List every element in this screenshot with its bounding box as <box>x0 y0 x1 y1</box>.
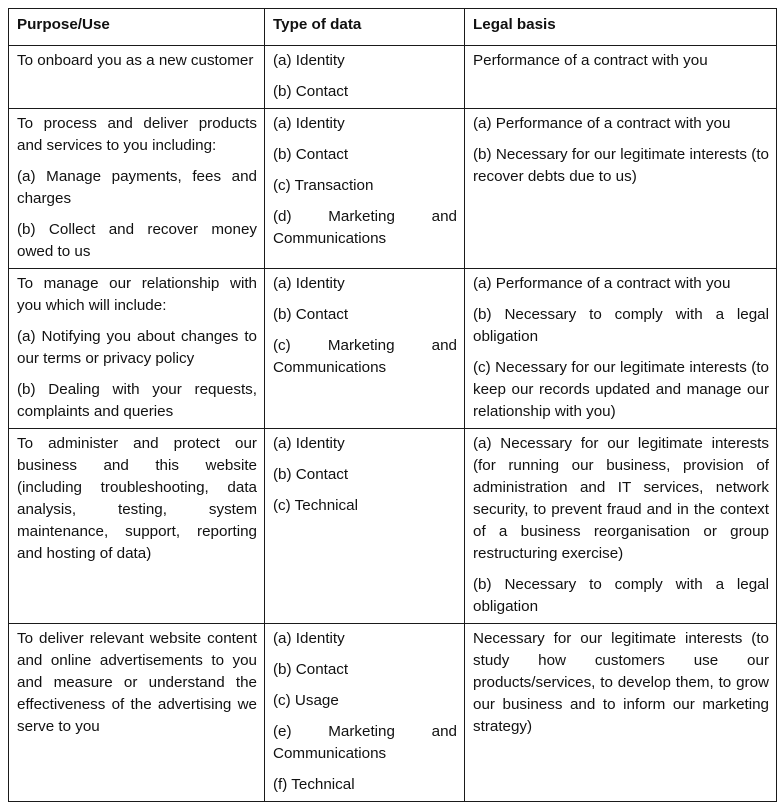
table-row <box>9 269 777 429</box>
data-type-cell <box>265 46 465 109</box>
purpose-cell <box>9 429 265 624</box>
data-type-cell <box>265 429 465 624</box>
header-purpose: Purpose/Use <box>9 9 265 46</box>
legal-basis-cell <box>465 269 777 429</box>
cell-paragraph: To process and deliver products and services to you including: <box>17 115 257 154</box>
cell-paragraph: (a) Identity <box>273 52 345 69</box>
purpose-cell <box>9 624 265 802</box>
cell-paragraph: (a) Identity <box>273 275 345 292</box>
legal-basis-cell <box>465 429 777 624</box>
table-row <box>9 46 777 109</box>
cell-paragraph: To administer and protect our business and this website (including troubleshooting, data analysis, testing, system maintenance, support, reporting and hosting of data) <box>17 435 257 562</box>
cell-paragraph: (a) Performance of a contract with you <box>473 275 731 292</box>
lawful-basis-table <box>8 8 777 802</box>
cell-paragraph: (a) Identity <box>273 435 345 452</box>
cell-paragraph: (b) Collect and recover money owed to us <box>17 221 257 260</box>
cell-paragraph: (c) Necessary for our legitimate interests (to keep our records updated and manage our relationship with you) <box>473 359 769 420</box>
cell-paragraph: To onboard you as a new customer <box>17 52 254 69</box>
cell-paragraph: (c) Technical <box>273 497 358 514</box>
cell-paragraph: (a) Performance of a contract with you <box>473 115 731 132</box>
cell-paragraph: (b) Necessary to comply with a legal obligation <box>473 576 769 615</box>
cell-paragraph: (b) Necessary to comply with a legal obligation <box>473 306 769 345</box>
data-type-cell <box>265 269 465 429</box>
cell-paragraph: (e) Marketing and Communications <box>273 723 457 762</box>
cell-paragraph: (b) Contact <box>273 466 349 483</box>
cell-paragraph: (b) Contact <box>273 83 349 100</box>
cell-paragraph: (a) Identity <box>273 630 345 647</box>
cell-paragraph: (a) Notifying you about changes to our terms or privacy policy <box>17 328 257 367</box>
cell-paragraph: (b) Contact <box>273 306 349 323</box>
cell-paragraph: To manage our relationship with you which will include: <box>17 275 257 314</box>
data-type-cell <box>265 624 465 802</box>
table-row <box>9 624 777 802</box>
purpose-cell <box>9 46 265 109</box>
purpose-cell <box>9 109 265 269</box>
cell-paragraph: (a) Necessary for our legitimate interests (for running our business, provision of administration and IT services, network security, to prevent fraud and in the context of a business reorganisation or group restructuring exercise) <box>473 435 769 562</box>
data-type-cell <box>265 109 465 269</box>
header-type-of-data: Type of data <box>265 9 465 46</box>
cell-paragraph: (b) Necessary for our legitimate interests (to recover debts due to us) <box>473 146 769 185</box>
legal-basis-cell <box>465 109 777 269</box>
header-legal-basis: Legal basis <box>465 9 777 46</box>
cell-paragraph: Performance of a contract with you <box>473 52 708 69</box>
cell-paragraph: Necessary for our legitimate interests (to study how customers use our products/services, to develop them, to grow our business and to inform our marketing strategy) <box>473 630 769 735</box>
cell-paragraph: To deliver relevant website content and online advertisements to you and measure or understand the effectiveness of the advertising we serve to you <box>17 630 257 735</box>
cell-paragraph: (d) Marketing and Communications <box>273 208 457 247</box>
cell-paragraph: (c) Transaction <box>273 177 374 194</box>
legal-basis-cell <box>465 624 777 802</box>
legal-basis-cell <box>465 46 777 109</box>
table-row <box>9 109 777 269</box>
cell-paragraph: (c) Marketing and Communications <box>273 337 457 376</box>
cell-paragraph: (a) Identity <box>273 115 345 132</box>
cell-paragraph: (b) Contact <box>273 146 349 163</box>
cell-paragraph: (b) Contact <box>273 661 349 678</box>
purpose-cell <box>9 269 265 429</box>
cell-paragraph: (a) Manage payments, fees and charges <box>17 168 257 207</box>
table-row <box>9 429 777 624</box>
cell-paragraph: (c) Usage <box>273 692 339 709</box>
cell-paragraph: (f) Technical <box>273 776 355 793</box>
header-row <box>9 9 777 46</box>
cell-paragraph: (b) Dealing with your requests, complaints and queries <box>17 381 257 420</box>
